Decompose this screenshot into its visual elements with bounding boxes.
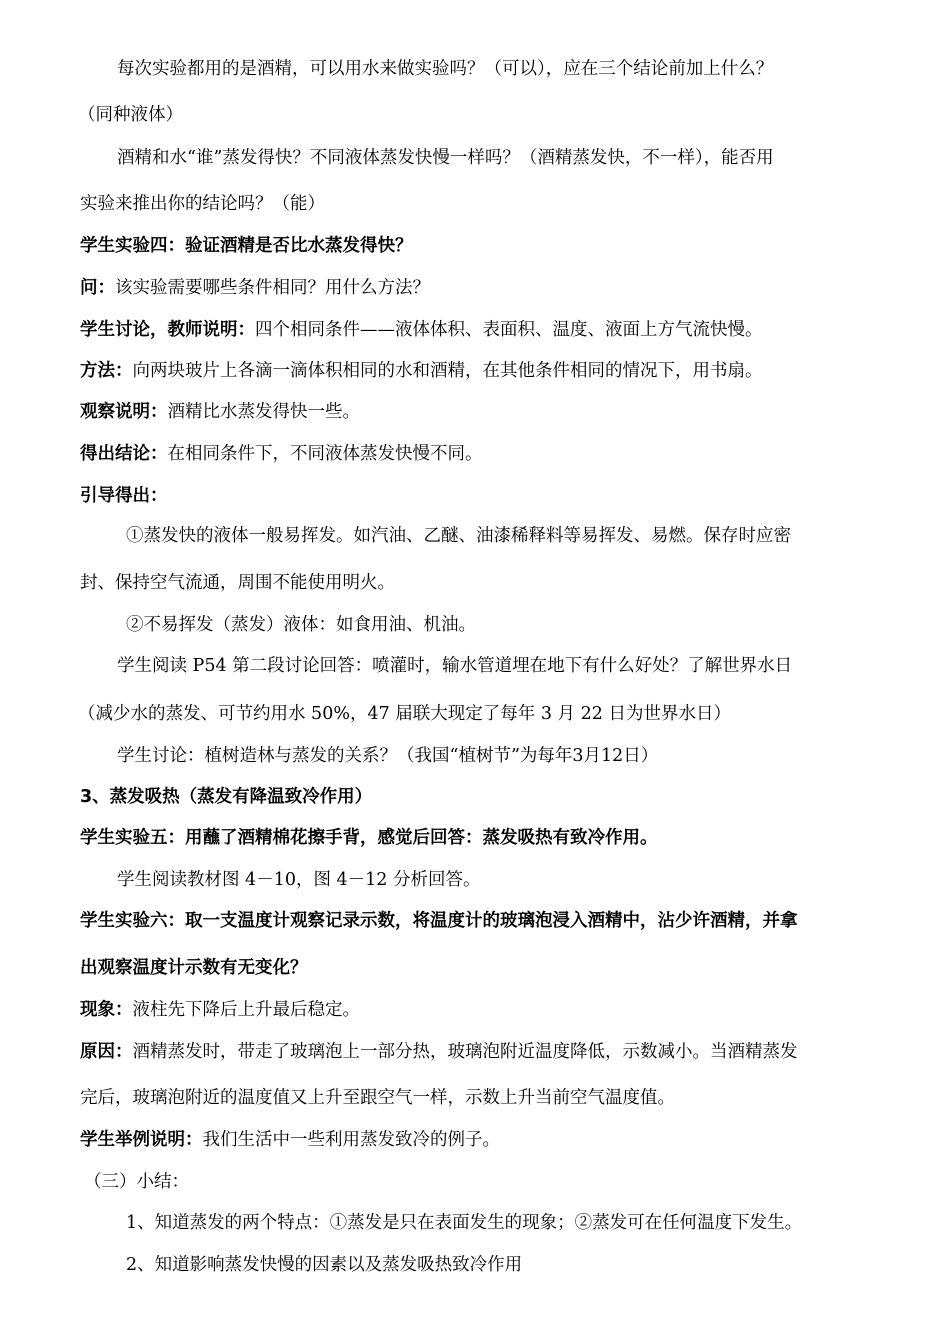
- summary-heading: （三）小结：: [84, 1172, 189, 1192]
- summary-item: 1、知道蒸发的两个特点：①蒸发是只在表面发生的现象；②蒸发可在任何温度下发生。: [126, 1213, 803, 1233]
- discussion-line: 学生讨论，教师说明：四个相同条件——液体体积、表面积、温度、液面上方气流快慢。: [80, 320, 763, 340]
- conclusion-line: 得出结论：在相同条件下，不同液体蒸发快慢不同。: [80, 444, 483, 464]
- phenomenon-line: 现象：液柱先下降后上升最后稳定。: [80, 1000, 360, 1020]
- summary-item: 2、知道影响蒸发快慢的因素以及蒸发吸热致冷作用: [126, 1255, 523, 1275]
- experiment-heading: 学生实验四：验证酒精是否比水蒸发得快？: [80, 236, 413, 256]
- paragraph: （减少水的蒸发、可节约用水 50%，47 届联大现定了每年 3 月 22 日为世界水日）: [78, 704, 731, 724]
- question-line: 问：该实验需要哪些条件相同？用什么方法？: [80, 278, 430, 298]
- paragraph: 完后，玻璃泡附近的温度值又上升至跟空气一样，示数上升当前空气温度值。: [80, 1088, 675, 1108]
- paragraph: 每次实验都用的是酒精，可以用水来做实验吗？（可以），应在三个结论前加上什么？: [117, 59, 774, 79]
- experiment-heading: 出观察温度计示数有无变化？: [80, 958, 308, 978]
- paragraph: 酒精和水“谁”蒸发得快？不同液体蒸发快慢一样吗？（酒精蒸发快，不一样），能否用: [117, 148, 774, 168]
- paragraph: 封、保持空气流通，周围不能使用明火。: [80, 573, 395, 593]
- method-line: 方法：向两块玻片上各滴一滴体积相同的水和酒精，在其他条件相同的情况下，用书扇。: [80, 361, 763, 381]
- paragraph: ②不易挥发（蒸发）液体：如食用油、机油。: [126, 615, 476, 635]
- paragraph: 学生讨论：植树造林与蒸发的关系？（我国“植树节”为每年3月12日）: [117, 746, 659, 766]
- experiment-heading: 学生实验五：用蘸了酒精棉花擦手背，感觉后回答：蒸发吸热有致冷作用。: [80, 828, 658, 848]
- paragraph: 学生阅读教材图 4－10，图 4－12 分析回答。: [117, 870, 481, 890]
- section-heading: 3、蒸发吸热（蒸发有降温致冷作用）: [80, 787, 373, 807]
- paragraph: 学生阅读 P54 第二段讨论回答：喷灌时，输水管道埋在地下有什么好处？了解世界水日: [117, 656, 793, 676]
- paragraph: 实验来推出你的结论吗？（能）: [80, 194, 325, 214]
- experiment-heading: 学生实验六：取一支温度计观察记录示数，将温度计的玻璃泡浸入酒精中，沾少许酒精，并拿: [80, 911, 798, 931]
- example-line: 学生举例说明：我们生活中一些利用蒸发致冷的例子。: [80, 1130, 500, 1150]
- reason-line: 原因：酒精蒸发时，带走了玻璃泡上一部分热，玻璃泡附近温度降低，示数减小。当酒精蒸发: [80, 1042, 798, 1062]
- observation-line: 观察说明：酒精比水蒸发得快一些。: [80, 402, 360, 422]
- guide-heading: 引导得出：: [80, 486, 168, 506]
- paragraph: ①蒸发快的液体一般易挥发。如汽油、乙醚、油漆稀释料等易挥发、易燃。保存时应密: [126, 526, 791, 546]
- paragraph: （同种液体）: [78, 105, 183, 125]
